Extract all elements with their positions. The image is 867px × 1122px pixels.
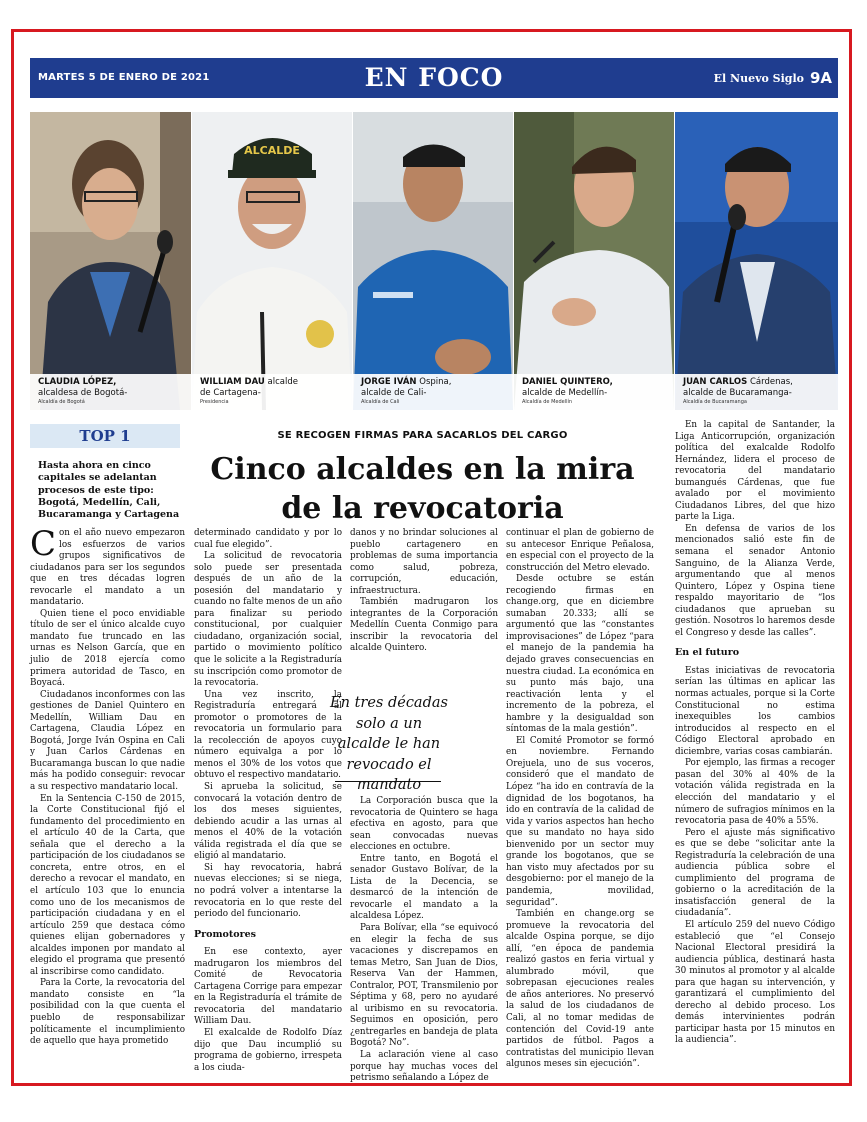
photo-credit: Alcaldía de Medellín: [522, 399, 573, 405]
photo-caption: [514, 374, 674, 410]
paragraph: El artículo 259 del nuevo Código estableció que “el Consejo Nacional Electoral presidirá la audiencia pública, destinará hasta 30 minutos al promotor y al alcalde para que hagan su intervención, y garantizará el cumplimiento del derecho al debido proceso. Los demás intervinientes podrán participar hasta por 15 minutos en la audiencia”.: [675, 919, 835, 1046]
article-column-5: [675, 420, 835, 1047]
article-column-4: [506, 528, 654, 1071]
photo-credit: Alcaldía de Bogotá: [38, 399, 85, 405]
article-column-3-bottom: [350, 796, 498, 1085]
paragraph: En la Sentencia C-150 de 2015, la Corte Constitucional fijó el fundamento del procedimiento en el artículo 40 de la Carta, que señala que el derecho a la participación de los ciudadanos se concreta, entre otros, en el derecho a revocar el mandato, en el artículo 103 que lo enuncia como uno de los mecanismos de participación ciudadana y en el artículo 259 que destaca cómo quienes elijan gobernadores y alcaldes imponen por mandato al elegido el programa que presentó al inscribirse como candidato.: [30, 793, 185, 977]
paragraph: En la capital de Santander, la Liga Anticorrupción, organización política del exalcalde Rodolfo Hernández, lidera el proceso de revocatoria del mandatario bumangués Cárdenas, que fue avalado por el movimiento Ciudadanos Libres, del que hizo parte la Liga.: [675, 420, 835, 523]
portrait-image: [192, 112, 352, 410]
article-column-1: [30, 524, 185, 1048]
photo-caption: [192, 374, 352, 410]
paragraph: Desde octubre se están recogiendo firmas en change.org, que en diciembre sumaban 20.333; allí se argumentó que las “constantes improvisaciones” de López “para el manejo de la pandemia ha dejado graves consecuencias en nuestra ciudad. La económica en su punto más bajo, una reactivación lenta y el incremento de la pobreza, el hambre y la desigualdad son síntomas de la mala gestión”.: [506, 574, 654, 735]
paragraph: La Corporación busca que la revocatoria de Quintero se haga efectiva en agosto, para que sean convocadas nuevas elecciones en octubre.: [350, 796, 498, 853]
caption-name: DANIEL QUINTERO,: [522, 377, 613, 387]
caption-name: JORGE IVÁN: [361, 377, 417, 387]
subheading-en-el-futuro: En el futuro: [675, 647, 740, 659]
article-headline: Cinco alcaldes en la mira de la revocatoria: [210, 452, 635, 526]
caption-name-rest: Cárdenas,: [747, 377, 793, 387]
caption-name-rest: alcalde: [264, 377, 298, 387]
section-title: EN FOCO: [364, 63, 504, 92]
svg-text:ALCALDE: ALCALDE: [244, 144, 300, 157]
photo-daniel-quintero: [514, 112, 674, 410]
caption-name: WILLIAM DAU: [200, 377, 265, 387]
paragraph: Para la Corte, la revocatoria del mandato consiste en “la posibilidad con la que cuenta el pueblo de responsabilizar políticamente el incumplimiento de aquello que haya prometido: [30, 978, 185, 1047]
paragraph: En ese contexto, ayer madrugaron los miembros del Comité de Revocatoria Cartagena Corrige para empezar en la Registraduría el trámite de revocatoria del mandatario William Dau.: [194, 947, 342, 1027]
top1-note: Hasta ahora en cinco capitales se adelantan procesos de este tipo: Bogotá, Medellín, Cali, Bucaramanga y Cartagena: [38, 460, 180, 521]
paragraph: La aclaración viene al caso porque hay muchas voces del petrismo señalando a López de: [350, 1050, 498, 1084]
header-date: MARTES 5 DE ENERO DE 2021: [38, 72, 210, 83]
paragraph: La solicitud de revocatoria solo puede ser presentada después de un año de la posesión del mandatario y cuando no falte menos de un año para finalizar su periodo constitucional, por cualquier ciudadano, organización social, partido o movimiento político que le solicite a la Registraduría su inscripción como promotor de la revocatoria.: [194, 551, 342, 689]
caption-name: CLAUDIA LÓPEZ,: [38, 377, 117, 387]
photo-jorge-ivan-ospina: [353, 112, 513, 410]
caption-role: alcalde de Cali-: [361, 388, 427, 398]
portrait-image: [514, 112, 674, 410]
photo-caption: [675, 374, 838, 410]
portrait-image: [675, 112, 838, 410]
paragraph: Una vez inscrito, la Registraduría entregará al promotor o promotores de la revocatoria un formulario para la recolección de apoyos cuyo número equivalga a por lo menos el 30% de los votos que obtuvo el respectivo mandatario.: [194, 689, 342, 781]
paragraph: Pero el ajuste más significativo es que se debe “solicitar ante la Registraduría la celebración de una audiencia pública sobre el cumplimiento del programa de gobierno o la acreditación de la insatisfacción general de la ciudadanía”.: [675, 827, 835, 919]
page-number: 9A: [809, 69, 832, 87]
paragraph: Con el año nuevo empezaron los esfuerzos de varios grupos significativos de ciudadanos para ser los segundos que en tres décadas logren revocarle el mandato a un mandatario.: [30, 524, 185, 608]
pull-quote: En tres décadas solo a un alcalde le han revocado el mandato: [330, 695, 448, 793]
caption-role: de Cartagena-: [200, 388, 261, 398]
article-column-2: [194, 528, 342, 1074]
top1-label: TOP 1: [30, 424, 180, 448]
photo-william-dau: [192, 112, 352, 410]
article-kicker: SE RECOGEN FIRMAS PARA SACARLOS DEL CARGO: [277, 430, 568, 441]
photo-claudia-lopez: [30, 112, 191, 410]
portrait-image: [30, 112, 191, 410]
paragraph: Ciudadanos inconformes con las gestiones de Daniel Quintero en Medellín, William Dau en Cartagena, Claudia López en Bogotá, Jorge Iván Ospina en Cali y Juan Carlos Cárdenas en Bucaramanga buscan lo que nadie más ha podido conseguir: revocar a su respectivo mandatario local.: [30, 689, 185, 793]
paragraph: continuar el plan de gobierno de su antecesor Enrique Peñalosa, en especial con el proyecto de la construcción del Metro elevado.: [506, 528, 654, 573]
paragraph: En defensa de varios de los mencionados salió este fin de semana el senador Antonio Sanguino, de la Alianza Verde, argumentando que al menos Quintero, López y Ospina tiene respaldo mayoritario de “los ciudadanos que aprueban su gestión. Nosotros lo haremos desde el Congreso y desde las calles”.: [675, 523, 835, 638]
brand-logo: El Nuevo Siglo: [713, 72, 804, 85]
caption-role: alcaldesa de Bogotá-: [38, 388, 128, 398]
photo-strip: [30, 112, 838, 410]
subheading-promotores: Promotores: [194, 928, 256, 940]
paragraph: Entre tanto, en Bogotá el senador Gustavo Bolívar, de la Lista de la Decencia, se desmarcó de la intención de revocarle el mandato a la alcaldesa López.: [350, 853, 498, 922]
pull-quote-rule: [335, 781, 441, 782]
paragraph: danos y no brindar soluciones al pueblo cartagenero en problemas de suma importancia como salud, pobreza, corrupción, educación, infraestructura.: [350, 528, 498, 596]
paragraph: Estas iniciativas de revocatoria serían las últimas en aplicar las normas actuales, porque si la Corte Constitucional no estima inexequibles los cambios introducidos al respecto en el Código Electoral aprobado en diciembre, varias cosas cambiarán.: [675, 665, 835, 757]
article-column-3-top: [350, 528, 498, 655]
caption-role: alcalde de Medellín-: [522, 388, 608, 398]
newspaper-page: [30, 58, 838, 1084]
paragraph: Quien tiene el poco envidiable título de ser el único alcalde cuyo mandato fue truncado en las urnas es Nelson García, que en julio de 2018 ejercía como primera autoridad de Tasco, en Boyacá.: [30, 608, 185, 689]
photo-credit: Alcaldía de Cali: [361, 399, 400, 405]
paragraph: Si hay revocatoria, habrá nuevas elecciones; si se niega, no podrá volver a intentarse la revocatoria en lo que reste del periodo del funcionario.: [194, 862, 342, 920]
photo-credit: Alcaldía de Bucaramanga: [683, 399, 747, 405]
caption-name: JUAN CARLOS: [683, 377, 748, 387]
drop-cap: C: [30, 524, 57, 564]
paragraph: El exalcalde de Rodolfo Díaz dijo que Dau incumplió su programa de gobierno, irrespeta a los ciuda-: [194, 1027, 342, 1073]
paragraph: También madrugaron los integrantes de la Corporación Medellín Cuenta Conmigo para inscribir la revocatoria del alcalde Quintero.: [350, 597, 498, 654]
paragraph: Para Bolívar, ella “se equivocó en elegir la fecha de sus vacaciones y discrepamos en temas Metro, San Juan de Dios, Reserva Van der Hammen, Contralor, POT, Transmilenio por Séptima y 68, pero no ayudaré al uribismo en su revocatoria. Seguimos en oposición, pero ¿entregarles en bandeja de plata Bogotá? No”.: [350, 923, 498, 1049]
paragraph: Si aprueba la solicitud, se convocará la votación dentro de los dos meses siguientes, debiendo acudir a las urnas al menos el 40% de la votación válida registrada el día que se eligió al mandatario.: [194, 782, 342, 862]
paragraph: También en change.org se promueve la revocatoria del alcalde Ospina porque, se dijo allí, “en época de pandemia realizó gastos en feria virtual y alumbrado móvil, que sobrepasan ejecuciones reales de años anteriores. No preservó la salud de los ciudadanos de Cali, al no tomar medidas de contención del Covid-19 ante partidos de fútbol. Pagos a contratistas del municipio llevan algunos meses sin ejecución”.: [506, 909, 654, 1070]
page-header: [30, 58, 838, 98]
portrait-image: [353, 112, 513, 410]
caption-name-rest: Ospina,: [416, 377, 452, 387]
photo-juan-carlos-cardenas: [675, 112, 838, 410]
photo-credit: Presidencia: [200, 399, 229, 405]
paragraph: El Comité Promotor se formó en noviembre. Fernando Orejuela, uno de sus voceros, consideró que el mandato de López “ha ido en contravía de la dignidad de los bogotanos, ha ido en contravía de la calidad de vida y varios aspectos han hecho que su mandato no haya sido bienvenido por un sector muy grande los bogotanos, que se han visto muy afectados por su desgobierno: por el manejo de la pandemia, movilidad, seguridad”.: [506, 735, 654, 908]
caption-role: alcalde de Bucaramanga-: [683, 388, 792, 398]
photo-caption: [30, 374, 191, 410]
paragraph: determinado candidato y por lo cual fue elegido”.: [194, 528, 342, 550]
paragraph: Por ejemplo, las firmas a recoger pasan del 30% al 40% de la votación válida registrada en la elección del mandatario y el número de sufragios mínimos en la revocatoria pasa de 40% a 55%.: [675, 758, 835, 827]
photo-caption: [353, 374, 513, 410]
